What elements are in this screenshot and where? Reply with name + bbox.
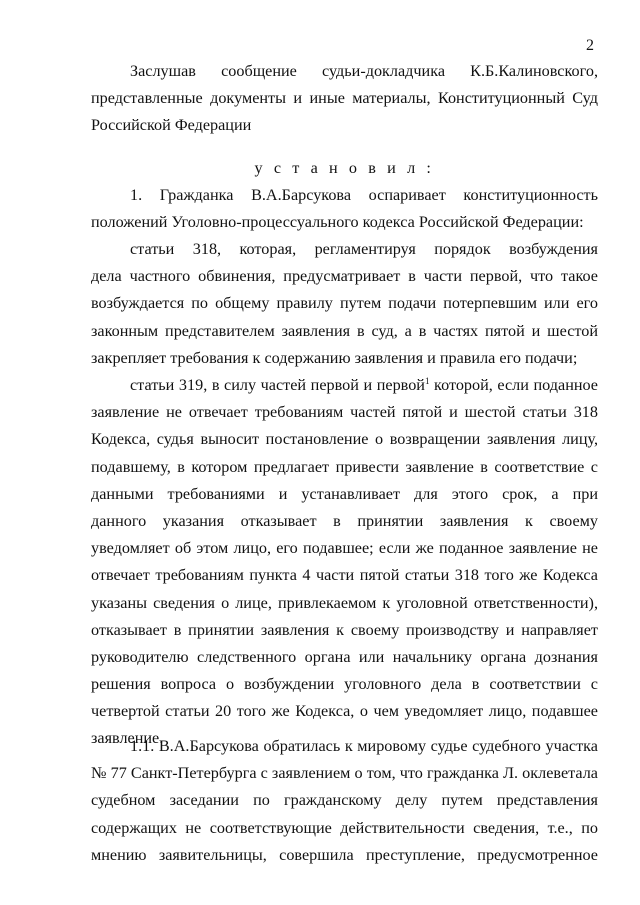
text-line: законным представителем заявления в суд, а в частях пятой и шестой bbox=[91, 321, 598, 340]
text-line: данного указания отказывает в принятии заявления к своему bbox=[91, 511, 598, 530]
text-line: закрепляет требования к содержанию заявления и правила его подачи; bbox=[91, 348, 578, 367]
paragraph-2 bbox=[91, 236, 598, 372]
text-line: четвертой статьи 20 того же Кодекса, о чем уведомляет лицо, подавшее bbox=[91, 702, 598, 721]
text-line: отказывает в принятии заявления к своему производству и направляет bbox=[91, 620, 598, 639]
paragraph-1 bbox=[91, 182, 598, 236]
text-line: руководителю следственного органа или начальнику органа дознания bbox=[91, 647, 598, 666]
text-line: уведомляет об этом лицо, его подавшее; если же поданное заявление не bbox=[91, 539, 598, 558]
text-line: содержащих не соответствующие действительности сведения, т.е., по bbox=[91, 818, 598, 837]
text-line: заявление. bbox=[91, 729, 164, 748]
text-line-with-superscript bbox=[91, 372, 598, 399]
text-line: решения вопроса о возбуждении уголовного дела в соответствии с bbox=[91, 675, 598, 694]
text-line: 1. Гражданка В.А.Барсукова оспаривает конституционность bbox=[130, 186, 598, 204]
text-line: данными требованиями и устанавливает для этого срок, а при bbox=[91, 484, 598, 503]
text-line: представленные документы и иные материалы, Конституционный Суд bbox=[91, 89, 598, 108]
text-line: Заслушав сообщение судьи-докладчика К.Б.Калиновского, bbox=[130, 62, 598, 80]
paragraph-4 bbox=[91, 733, 598, 869]
text-line: заявление не отвечает требованиям частей пятой и шестой статьи 318 bbox=[91, 403, 598, 422]
text-line: мнению заявительницы, совершила преступление, предусмотренное bbox=[91, 845, 598, 864]
text-line: дела частного обвинения, предусматривает в части первой, что такое bbox=[91, 267, 598, 286]
section-heading-block bbox=[91, 155, 598, 182]
text-line: отвечает требованиям пункта 4 части пятой статьи 318 того же Кодекса bbox=[91, 566, 598, 585]
text-line: № 77 Санкт-Петербурга с заявлением о том, что гражданка Л. оклеветала bbox=[91, 764, 598, 783]
text-line: Российской Федерации bbox=[91, 116, 252, 135]
text-line: судебном заседании по гражданскому делу путем представления bbox=[91, 791, 598, 810]
text-line: положений Уголовно-процессуального кодекса Российской Федерации: bbox=[91, 213, 584, 232]
page-number: 2 bbox=[586, 37, 594, 54]
paragraph-3 bbox=[91, 372, 598, 753]
intro-paragraph bbox=[91, 58, 598, 140]
text-line: подавшему, в котором предлагает привести заявление в соответствие с bbox=[91, 457, 598, 476]
text-line: Кодекса, судья выносит постановление о возвращении заявления лицу, bbox=[91, 430, 598, 449]
section-heading: у с т а н о в и л : bbox=[254, 159, 435, 177]
text-line: статьи 318, которая, регламентируя порядок возбуждения bbox=[130, 240, 598, 258]
text-segment: статьи 319, в силу частей первой и первой bbox=[130, 376, 425, 394]
superscript: 1 bbox=[424, 376, 430, 386]
text-line: 1.1. В.А.Барсукова обратилась к мировому судье судебного участка bbox=[130, 737, 598, 755]
text-segment: которой, если поданное bbox=[429, 376, 598, 394]
text-line: указаны сведения о лице, привлекаемом к уголовной ответственности), bbox=[91, 593, 598, 612]
text-line: возбуждается по общему правилу путем подачи потерпевшим или его bbox=[91, 294, 598, 313]
